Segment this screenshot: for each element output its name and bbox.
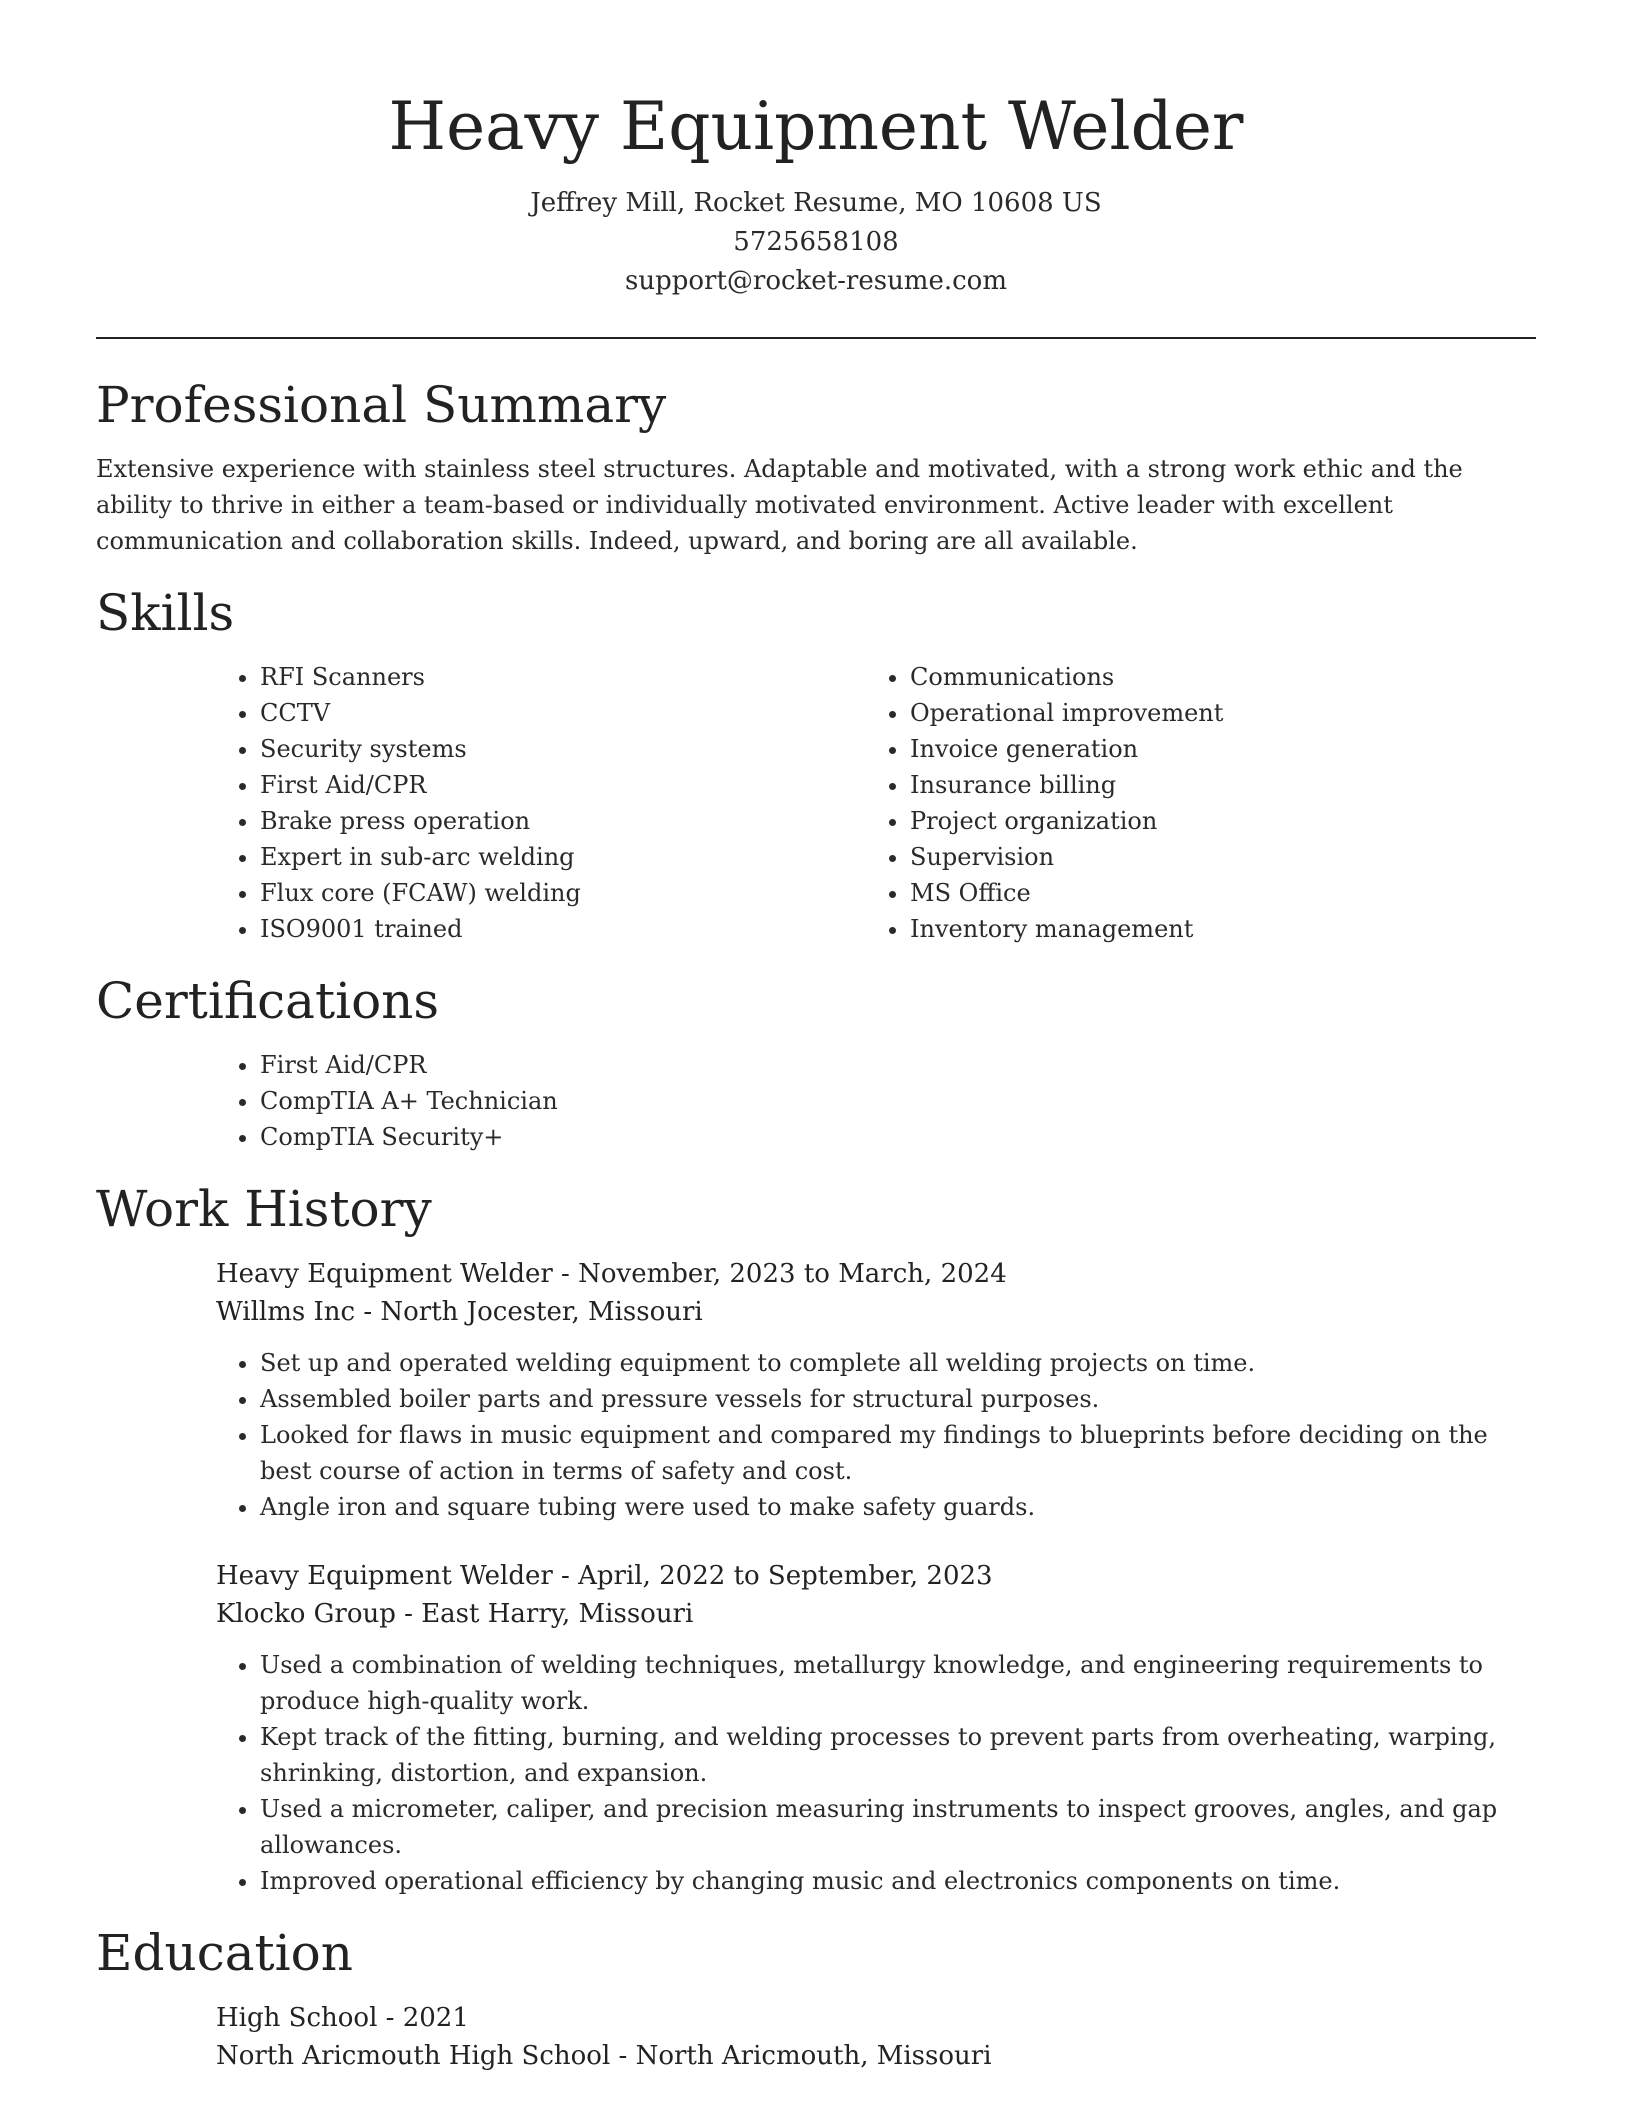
list-item: • Looked for flaws in music equipment and compared my findings to blueprints before deciding on the best course of action in terms of safety and cost.: [260, 1417, 1536, 1489]
job-location: North Jocester, Missouri: [380, 1297, 703, 1327]
list-item: • Communications: [910, 659, 1516, 695]
list-item: • Kept track of the fitting, burning, and welding processes to prevent parts from overheating, warping, shrinking, distortion, and expansion.: [260, 1719, 1536, 1791]
education-title: Education: [96, 1924, 353, 1982]
education-school: North Aricmouth High School: [216, 2041, 611, 2071]
resume-page: [96, 0, 1536, 2075]
list-item: • CompTIA A+ Technician: [260, 1083, 1536, 1119]
list-item: • MS Office: [910, 875, 1516, 911]
job-dates: November, 2023 to March, 2024: [578, 1259, 1007, 1289]
header-divider: [96, 337, 1536, 339]
list-item: • Brake press operation: [260, 803, 866, 839]
skills-list-right: [866, 659, 1516, 947]
job-entry: [216, 1255, 1536, 1331]
job-company: Willms Inc: [216, 1297, 356, 1327]
list-item: • CCTV: [260, 695, 866, 731]
skills-title: Skills: [96, 584, 235, 642]
summary-title: Professional Summary: [96, 376, 667, 434]
list-item: • Project organization: [910, 803, 1516, 839]
list-item: • Used a micrometer, caliper, and precision measuring instruments to inspect grooves, angles, and gap allowances.: [260, 1791, 1536, 1863]
contact-phone: 5725658108: [733, 227, 899, 257]
list-item: • Supervision: [910, 839, 1516, 875]
skills-column-right: [866, 659, 1516, 947]
certifications-section: [96, 969, 1536, 1155]
job-bullets: [216, 1345, 1536, 1525]
list-item: • First Aid/CPR: [260, 767, 866, 803]
job-company: Klocko Group: [216, 1599, 396, 1629]
list-item: • Improved operational efficiency by changing music and electronics components on time.: [260, 1863, 1536, 1899]
list-item: • Security systems: [260, 731, 866, 767]
skills-columns: [216, 659, 1536, 947]
job-title-line: Heavy Equipment Welder - April, 2022 to September, 2023: [216, 1561, 993, 1591]
education-degree: High School: [216, 2003, 378, 2033]
contact-block: [96, 184, 1536, 301]
list-item: • Flux core (FCAW) welding: [260, 875, 866, 911]
certifications-title: Certifications: [96, 972, 440, 1030]
contact-email: support@rocket-resume.com: [624, 266, 1007, 296]
job-dates: April, 2022 to September, 2023: [578, 1561, 993, 1591]
resume-name: Heavy Equipment Welder: [388, 88, 1244, 165]
list-item: • Expert in sub-arc welding: [260, 839, 866, 875]
list-item: • RFI Scanners: [260, 659, 866, 695]
list-item: • ISO9001 trained: [260, 911, 866, 947]
education-degree-line: High School - 2021: [216, 2003, 469, 2033]
job-bullets: [216, 1647, 1536, 1899]
list-item: • Angle iron and square tubing were used to make safety guards.: [260, 1489, 1536, 1525]
list-item: • Assembled boiler parts and pressure vessels for structural purposes.: [260, 1381, 1536, 1417]
list-item: • Operational improvement: [910, 695, 1516, 731]
education-location: North Aricmouth, Missouri: [635, 2041, 992, 2071]
list-item: • Used a combination of welding techniques, metallurgy knowledge, and engineering requirements to produce high-quality work.: [260, 1647, 1536, 1719]
education-entry: [216, 1999, 1536, 2075]
job-title: Heavy Equipment Welder: [216, 1259, 553, 1289]
education-section: [96, 1921, 1536, 2075]
education-school-line: North Aricmouth High School - North Aricmouth, Missouri: [216, 2041, 992, 2071]
list-item: • Invoice generation: [910, 731, 1516, 767]
list-item: • CompTIA Security+: [260, 1119, 1536, 1155]
skills-section: [96, 581, 1536, 947]
list-item: • Set up and operated welding equipment to complete all welding projects on time.: [260, 1345, 1536, 1381]
job-entry: [216, 1557, 1536, 1633]
skills-list-left: [216, 659, 866, 947]
contact-address: Jeffrey Mill, Rocket Resume, MO 10608 US: [530, 188, 1102, 218]
skills-column-left: [216, 659, 866, 947]
summary-text: Extensive experience with stainless steel structures. Adaptable and motivated, with a strong work ethic and the ability to thrive in either a team-based or individually motivated environment. Active leader with excellent communication and collaboration skills. Indeed, upward, and boring are all available.: [96, 455, 1463, 555]
job-title-line: Heavy Equipment Welder - November, 2023 to March, 2024: [216, 1259, 1007, 1289]
education-year: 2021: [402, 2003, 469, 2033]
list-item: • Insurance billing: [910, 767, 1516, 803]
summary-section: [96, 373, 1536, 559]
work-history-section: [96, 1177, 1536, 1899]
list-item: • Inventory management: [910, 911, 1516, 947]
job-location: East Harry, Missouri: [421, 1599, 694, 1629]
job-company-line: Klocko Group - East Harry, Missouri: [216, 1599, 694, 1629]
certifications-list: [216, 1047, 1536, 1155]
resume-header: [96, 0, 1536, 301]
list-item: • First Aid/CPR: [260, 1047, 1536, 1083]
job-title: Heavy Equipment Welder: [216, 1561, 553, 1591]
job-company-line: Willms Inc - North Jocester, Missouri: [216, 1297, 703, 1327]
work-history-title: Work History: [96, 1180, 432, 1238]
